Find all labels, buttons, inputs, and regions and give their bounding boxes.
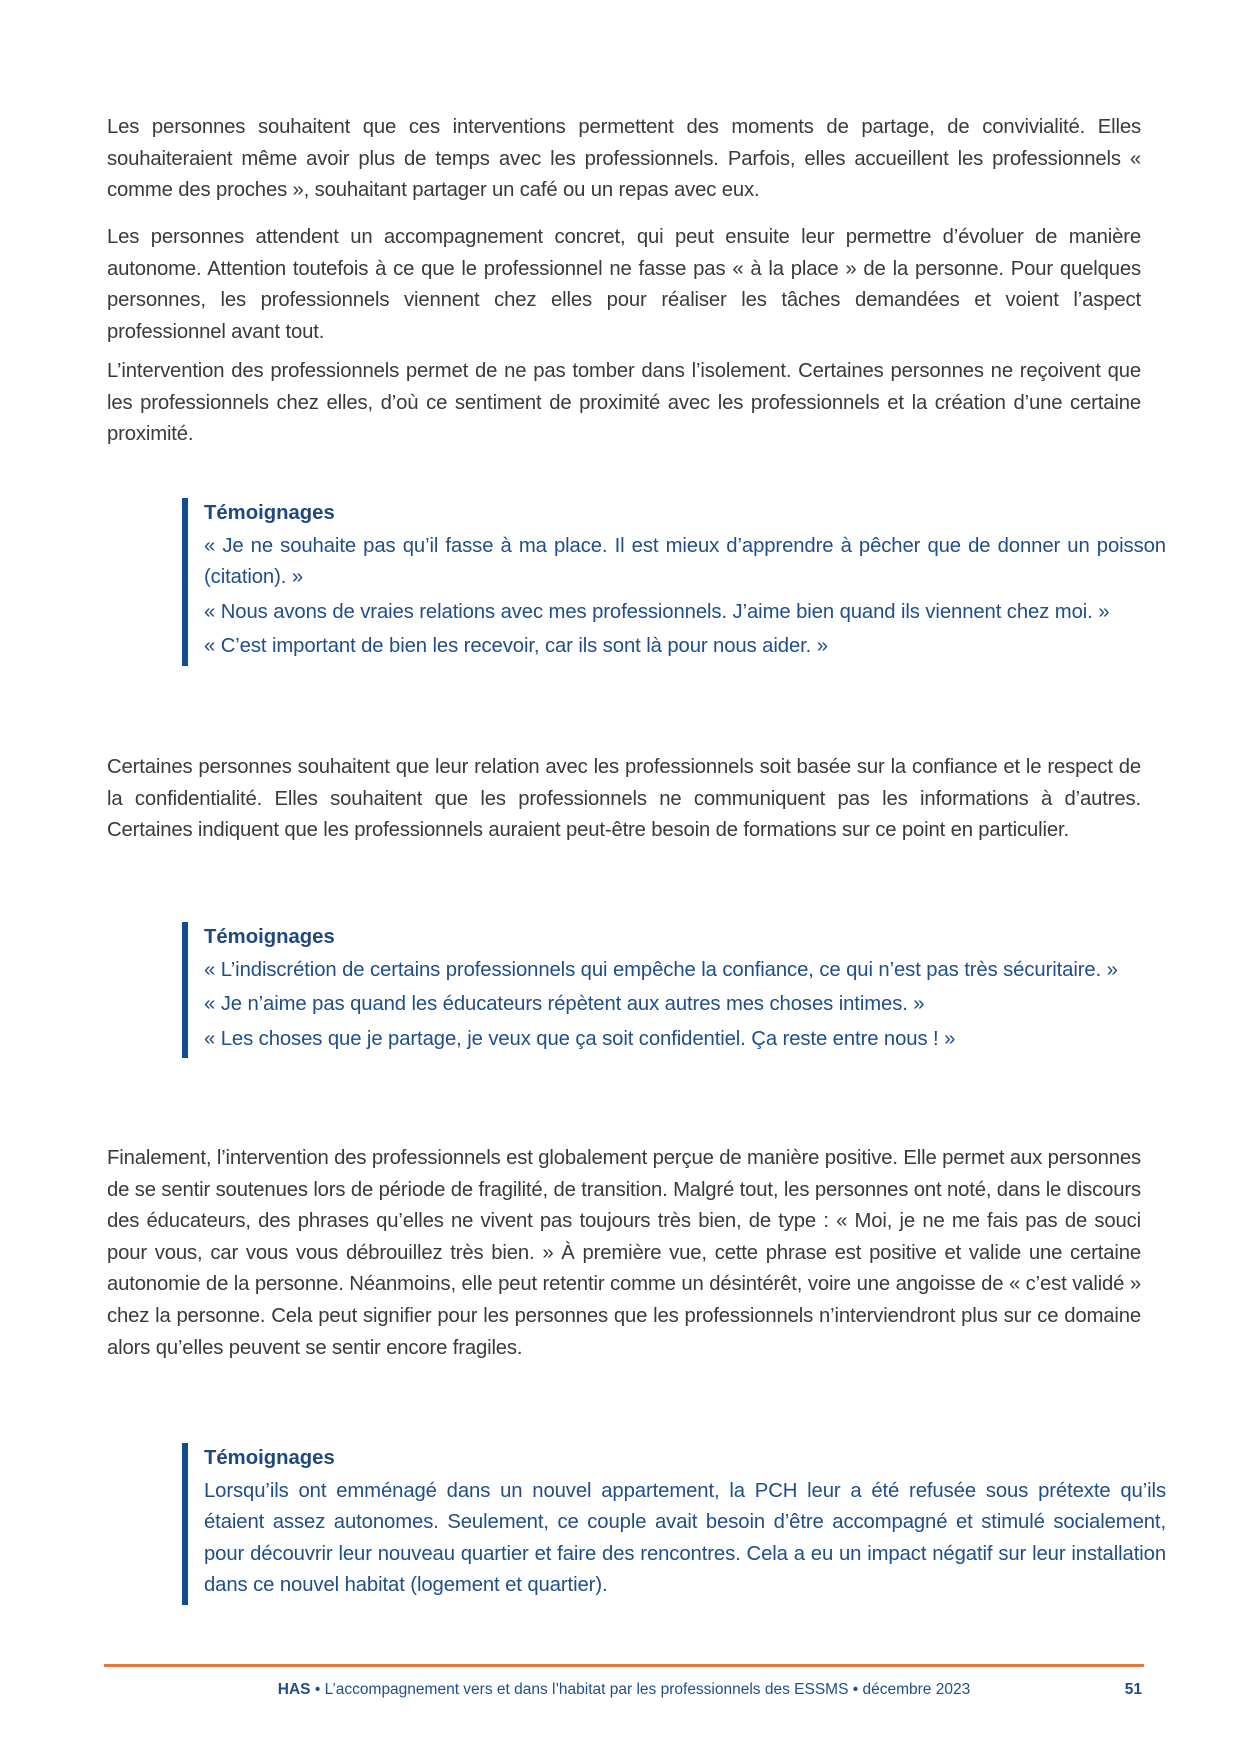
footer-title: L’accompagnement vers et dans l’habitat par les professionnels des ESSMS xyxy=(324,1681,849,1698)
testimonial-quote: « Les choses que je partage, je veux que ça soit confidentiel. Ça reste entre nous ! » xyxy=(204,1027,956,1050)
testimonial-quote: « Je n’aime pas quand les éducateurs répètent aux autres mes choses intimes. » xyxy=(204,993,925,1016)
paragraph-isolation: L’intervention des professionnels permet de ne pas tomber dans l’isolement. Certaines personnes ne reçoivent que les professionnels chez elles, d’où ce sentiment de proximité avec les professionnels et la création d’une certaine proximité. xyxy=(107,360,1141,446)
testimonial-block-1 xyxy=(182,498,1166,666)
footer-citation xyxy=(104,1681,1144,1699)
paragraph-confidentiality: Certaines personnes souhaitent que leur relation avec les professionnels soit basée sur la confiance et le respect de la confidentialité. Elles souhaitent que les professionnels ne communiquent pas les informations à d’autres. Certaines indiquent que les professionnels auraient peut-être besoin de formations sur ce point en particulier. xyxy=(107,756,1141,842)
testimonial-title: Témoignages xyxy=(204,926,335,948)
page-number: 51 xyxy=(1124,1681,1142,1698)
footer-date: décembre 2023 xyxy=(862,1681,971,1698)
testimonial-quote: « C’est important de bien les recevoir, car ils sont là pour nous aider. » xyxy=(204,635,828,658)
testimonial-title: Témoignages xyxy=(204,502,335,524)
footer-separator: • xyxy=(852,1681,859,1698)
footer-divider xyxy=(104,1664,1144,1667)
footer-org: HAS xyxy=(277,1681,311,1698)
testimonial-title: Témoignages xyxy=(204,1447,335,1469)
footer-separator: • xyxy=(314,1681,321,1698)
testimonial-quote: « Nous avons de vraies relations avec mes professionnels. J’aime bien quand ils viennent chez moi. » xyxy=(204,600,1110,623)
testimonial-quote: « Je ne souhaite pas qu’il fasse à ma place. Il est mieux d’apprendre à pêcher que de donner un poisson (citation). » xyxy=(204,534,1166,589)
paragraph-concrete-support: Les personnes attendent un accompagnement concret, qui peut ensuite leur permettre d’évoluer de manière autonome. Attention toutefois à ce que le professionnel ne fasse pas « à la place » de la personne. Pour quelques personnes, les professionnels viennent chez elles pour réaliser les tâches demandées et voient l’aspect professionnel avant tout. xyxy=(107,226,1141,343)
paragraph-conclusion: Finalement, l’intervention des professionnels est globalement perçue de manière positive. Elle permet aux personnes de se sentir soutenues lors de période de fragilité, de transition. Malgré tout, les personnes ont noté, dans le discours des éducateurs, des phrases qu’elles ne vivent pas toujours très bien, de type : « Moi, je ne me fais pas de souci pour vous, car vous vous débrouillez très bien. » À première vue, cette phrase est positive et valide une certaine autonomie de la personne. Néanmoins, elle peut retentir comme un désintérêt, voire une angoisse de « c’est validé » chez la personne. Cela peut signifier pour les personnes que les professionnels n’interviendront plus sur ce domaine alors qu’elles peuvent se sentir encore fragiles. xyxy=(107,1147,1141,1359)
testimonial-block-3 xyxy=(182,1443,1166,1605)
testimonial-block-2 xyxy=(182,922,1166,1058)
testimonial-quote: Lorsqu’ils ont emménagé dans un nouvel appartement, la PCH leur a été refusée sous prétexte qu’ils étaient assez autonomes. Seulement, ce couple avait besoin d’être accompagné et stimulé socialement, pour découvrir leur nouveau quartier et faire des rencontres. Cela a eu un impact négatif sur leur installation dans ce nouvel habitat (logement et quartier). xyxy=(204,1479,1166,1597)
paragraph-conviviality: Les personnes souhaitent que ces interventions permettent des moments de partage, de convivialité. Elles souhaiteraient même avoir plus de temps avec les professionnels. Parfois, elles accueillent les professionnels « comme des proches », souhaitant partager un café ou un repas avec eux. xyxy=(107,116,1141,202)
testimonial-quote: « L’indiscrétion de certains professionnels qui empêche la confiance, ce qui n’est pas très sécuritaire. » xyxy=(204,958,1118,981)
